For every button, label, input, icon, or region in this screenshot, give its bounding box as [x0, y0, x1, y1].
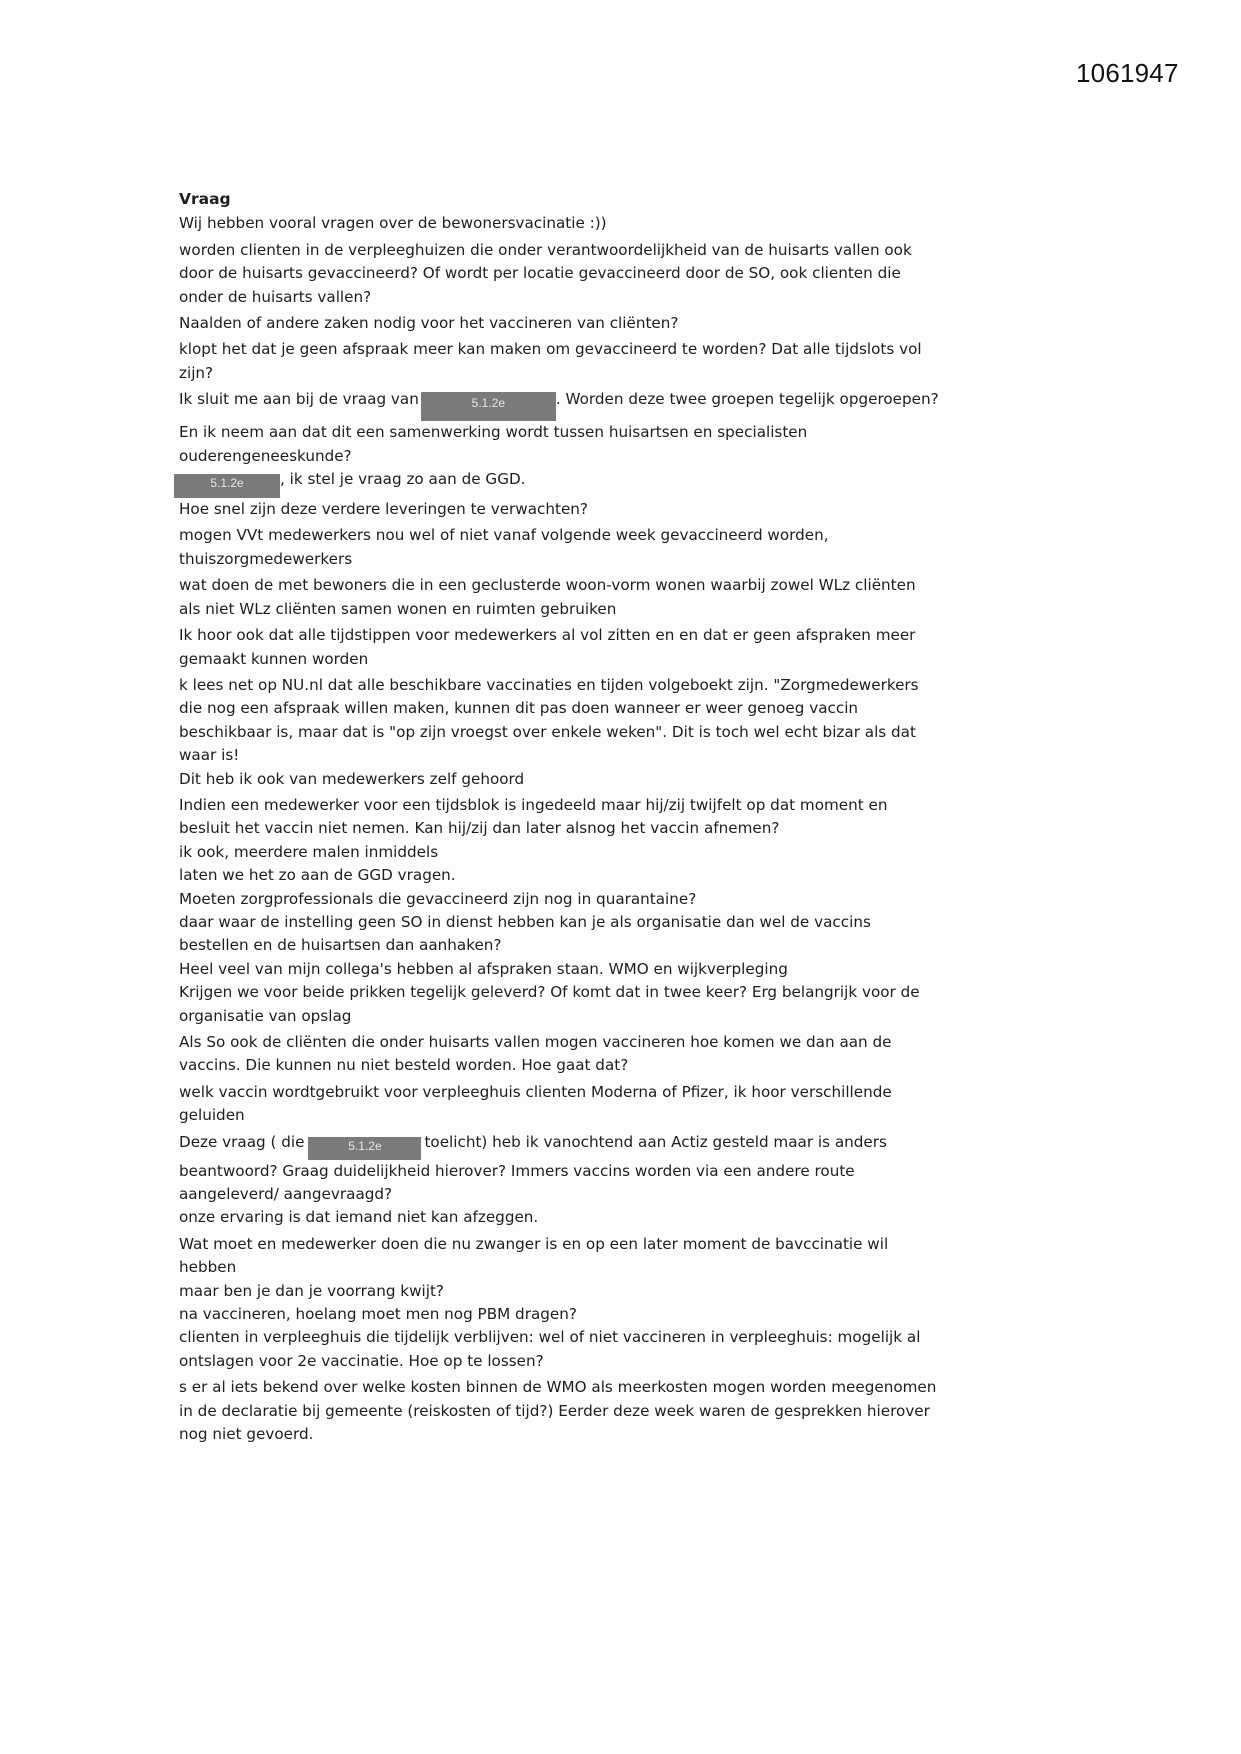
redaction-box: 5.1.2e [308, 1137, 421, 1160]
question-paragraph: daar waar de instelling geen SO in dienst hebben kan je als organisatie dan wel de vaccins bestellen en de huisartsen dan aanhaken? [179, 912, 871, 955]
redaction-box: 5.1.2e [174, 474, 280, 498]
paragraph-text: . Worden deze twee groepen tegelijk opgeroepen? En ik neem aan dat dit een samenwerking wordt tussen huisartsen en specialisten ouderengeneeskunde? [179, 390, 939, 465]
question-paragraph [179, 388, 939, 468]
question-paragraph: na vaccineren, hoelang moet men nog PBM dragen? [179, 1305, 577, 1324]
paragraph-text: toelicht) heb ik vanochtend aan Actiz gesteld maar is anders beantwoord? Graag duidelijkheid hierover? Immers vaccins worden via een andere route aangeleverd/ aangevraagd? [179, 1132, 887, 1204]
section-heading: Vraag [179, 190, 231, 208]
question-paragraph: Wij hebben vooral vragen over de bewonersvacinatie :)) [179, 214, 607, 233]
question-paragraph: Naalden of andere zaken nodig voor het vaccineren van cliënten? [179, 314, 679, 333]
question-paragraph: Hoe snel zijn deze verdere leveringen te verwachten? [179, 500, 588, 519]
question-paragraph: mogen VVt medewerkers nou wel of niet vanaf volgende week gevaccineerd worden, thuiszorgmedewerkers [179, 526, 829, 568]
question-paragraph: Wat moet en medewerker doen die nu zwanger is en op een later moment de bavccinatie wil hebben [179, 1234, 889, 1277]
question-paragraph: Indien een medewerker voor een tijdsblok is ingedeeld maar hij/zij twijfelt op dat moment en besluit het vaccin niet nemen. Kan hij/zij dan later alsnog het vaccin afnemen? [179, 795, 888, 838]
question-paragraph [179, 1131, 939, 1207]
redaction-box: 5.1.2e [421, 392, 556, 421]
document-number: 1061947 [1076, 58, 1179, 88]
paragraph-text: , ik stel je vraag zo aan de GGD. [280, 470, 526, 489]
question-paragraph: welk vaccin wordtgebruikt voor verpleeghuis clienten Moderna of Pfizer, ik hoor verschillende geluiden [179, 1082, 892, 1125]
question-paragraph: Heel veel van mijn collega's hebben al afspraken staan. WMO en wijkverpleging [179, 959, 788, 978]
question-paragraph: Dit heb ik ook van medewerkers zelf gehoord [179, 769, 525, 788]
question-paragraph: worden clienten in de verpleeghuizen die onder verantwoordelijkheid van de huisarts vallen ook door de huisarts gevaccineerd? Of wordt per locatie gevaccineerd door de SO, ook clienten die onder de huisarts vallen? [179, 240, 912, 306]
question-paragraph: k lees net op NU.nl dat alle beschikbare vaccinaties en tijden volgeboekt zijn. "Zorgmedewerkers die nog een afspraak willen maken, kunnen dit pas doen wanneer er weer genoeg vaccin beschikbaar is, maar dat is "op zijn vroegst over enkele weken". Dit is toch wel echt bizar als dat waar is! [179, 675, 919, 765]
question-paragraph: maar ben je dan je voorrang kwijt? [179, 1281, 444, 1300]
question-paragraph: klopt het dat je geen afspraak meer kan maken om gevaccineerd te worden? Dat alle tijdslots vol zijn? [179, 340, 922, 382]
question-paragraph: wat doen de met bewoners die in een geclusterde woon-vorm wonen waarbij zowel WLz cliënten als niet WLz cliënten samen wonen en ruimten gebruiken [179, 576, 916, 618]
paragraph-text: Deze vraag ( die [179, 1132, 305, 1151]
question-paragraph: laten we het zo aan de GGD vragen. [179, 866, 456, 885]
question-paragraph: ik ook, meerdere malen inmiddels [179, 842, 439, 861]
question-paragraph: Als So ook de cliënten die onder huisarts vallen mogen vaccineren hoe komen we dan aan de vaccins. Die kunnen nu niet besteld worden. Hoe gaat dat? [179, 1033, 892, 1075]
question-paragraph: Krijgen we voor beide prikken tegelijk geleverd? Of komt dat in twee keer? Erg belangrijk voor de organisatie van opslag [179, 983, 920, 1025]
question-paragraph: Moeten zorgprofessionals die gevaccineerd zijn nog in quarantaine? [179, 889, 697, 908]
question-paragraph: onze ervaring is dat iemand niet kan afzeggen. [179, 1208, 539, 1227]
question-paragraph: Ik hoor ook dat alle tijdstippen voor medewerkers al vol zitten en en dat er geen afspraken meer gemaakt kunnen worden [179, 626, 916, 668]
question-paragraph [179, 468, 939, 498]
question-paragraph: s er al iets bekend over welke kosten binnen de WMO als meerkosten mogen worden meegenomen in de declaratie bij gemeente (reiskosten of tijd?) Eerder deze week waren de gesprekken hierover nog niet gevoerd. [179, 1378, 937, 1444]
question-paragraph: clienten in verpleeghuis die tijdelijk verblijven: wel of niet vaccineren in verpleeghuis: mogelijk al ontslagen voor 2e vaccinatie. Hoe op te lossen? [179, 1328, 921, 1370]
document-body [179, 188, 939, 1450]
paragraph-text: Ik sluit me aan bij de vraag van [179, 390, 419, 409]
